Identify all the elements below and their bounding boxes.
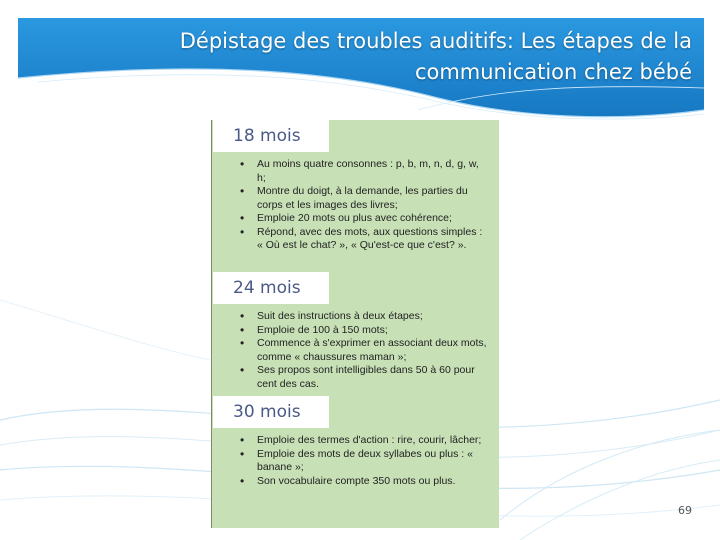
list-item: • Emploie des termes d'action : rire, courir, lâcher; [240,434,490,448]
list-item: • Emploie de 100 à 150 mots; [240,324,490,338]
list-item: • Commence à s'exprimer en associant deux mots, comme « chaussures maman »; [240,337,490,364]
milestone-list-18 [240,158,490,253]
milestones-panel [211,120,499,528]
list-item: • Montre du doigt, à la demande, les parties du corps et les images des livres; [240,185,490,212]
age-heading-30: 30 mois [213,396,329,428]
list-item: • Emploie des mots de deux syllabes ou plus : « banane »; [240,448,490,475]
list-item: • Au moins quatre consonnes : p, b, m, n, d, g, w, h; [240,158,490,185]
list-item: • Emploie 20 mots ou plus avec cohérence; [240,212,490,226]
age-heading-24: 24 mois [213,272,329,304]
list-item: • Suit des instructions à deux étapes; [240,310,490,324]
page-number: 69 [678,504,692,517]
milestone-list-24 [240,310,490,391]
slide-title: Dépistage des troubles auditifs: Les étapes de la communication chez bébé [179,29,692,84]
list-item: • Son vocabulaire compte 350 mots ou plus. [240,475,490,489]
list-item: • Répond, avec des mots, aux questions simples : « Où est le chat? », « Qu'est-ce que c'est? ». [240,226,490,253]
milestone-list-30 [240,434,490,488]
age-heading-18: 18 mois [213,120,329,152]
title-banner [18,18,704,122]
list-item: • Ses propos sont intelligibles dans 50 à 60 pour cent des cas. [240,364,490,391]
